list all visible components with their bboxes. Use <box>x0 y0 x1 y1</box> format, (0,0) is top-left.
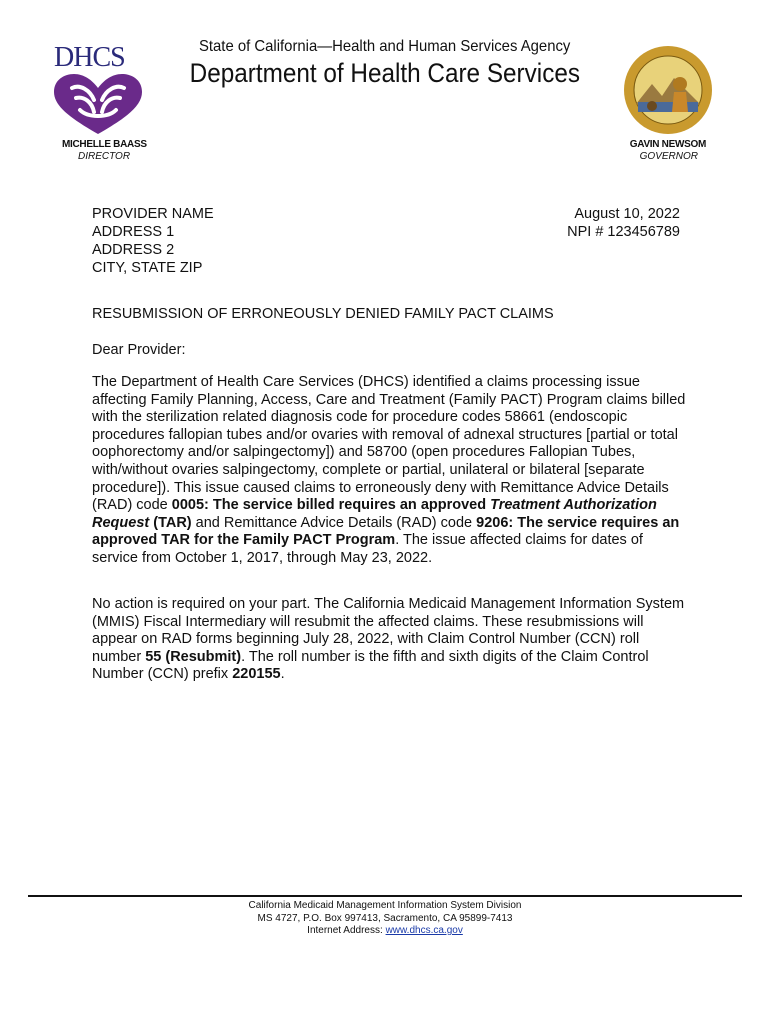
salutation: Dear Provider: <box>92 342 186 358</box>
state-seal-icon <box>622 44 714 136</box>
letter-date: August 10, 2022 <box>574 206 680 222</box>
director-title: DIRECTOR <box>78 151 131 162</box>
letter-subject: RESUBMISSION OF ERRONEOUSLY DENIED FAMILY PACT CLAIMS <box>92 306 554 322</box>
letter-meta <box>567 205 680 241</box>
address-line: ADDRESS 2 <box>92 242 175 258</box>
website-link[interactable]: www.dhcs.ca.gov <box>385 925 463 936</box>
logo-text: DHCS <box>54 42 125 73</box>
agency-line: State of California—Health and Human Services Agency <box>199 38 571 55</box>
director-name: MICHELLE BAASS <box>62 139 147 150</box>
address-line: CITY, STATE ZIP <box>92 260 203 276</box>
footer-mailing-address: MS 4727, P.O. Box 997413, Sacramento, CA 95899-7413 <box>257 912 513 924</box>
governor-title: GOVERNOR <box>639 151 698 162</box>
footer-divider <box>28 895 742 897</box>
body-paragraph-2: No action is required on your part. The California Medicaid Management Information System (MMIS) Fiscal Intermediary will resubmit the affected claims. These resubmissions will appear on RAD forms beginning July 28, 2022, with Claim Control Number (CCN) roll number 55 (Resubmit). The roll number is the fifth and sixth digits of the Claim Control Number (CCN) prefix 220155. <box>92 596 685 683</box>
recipient-address <box>92 205 214 277</box>
governor-name: GAVIN NEWSOM <box>629 139 706 150</box>
npi-number: NPI # 123456789 <box>567 224 680 240</box>
footer-internet: Internet Address: www.dhcs.ca.gov <box>307 925 463 936</box>
address-line: PROVIDER NAME <box>92 206 214 222</box>
department-title: Department of Health Care Services <box>189 58 581 88</box>
footer <box>0 900 770 938</box>
address-line: ADDRESS 1 <box>92 224 175 240</box>
footer-division: California Medicaid Management Information System Division <box>248 900 522 911</box>
body-paragraph-1: The Department of Health Care Services (DHCS) identified a claims processing issue affecting Family Planning, Access, Care and Treatment (Family PACT) Program claims billed with the sterilization related diagnosis code for procedure codes 58661 (endoscopic procedures fallopian tubes and/or ovaries with removal of adnexal structures [partial or total oophorectomy and/or salpingectomy]) and 58700 (open procedures Fallopian Tubes, with/without ovaries salpingectomy, complete or partial, unilateral or bilateral [separate procedure]). This issue caused claims to erroneously deny with Remittance Advice Details (RAD) code 0005: The service billed requires an approved Treatment Authorization Request (TAR) and Remittance Advice Details (RAD) code 9206: The service requires an approved TAR for the Family PACT Program. The issue affected claims for dates of service from October 1, 2017, through May 23, 2022. <box>92 374 686 566</box>
